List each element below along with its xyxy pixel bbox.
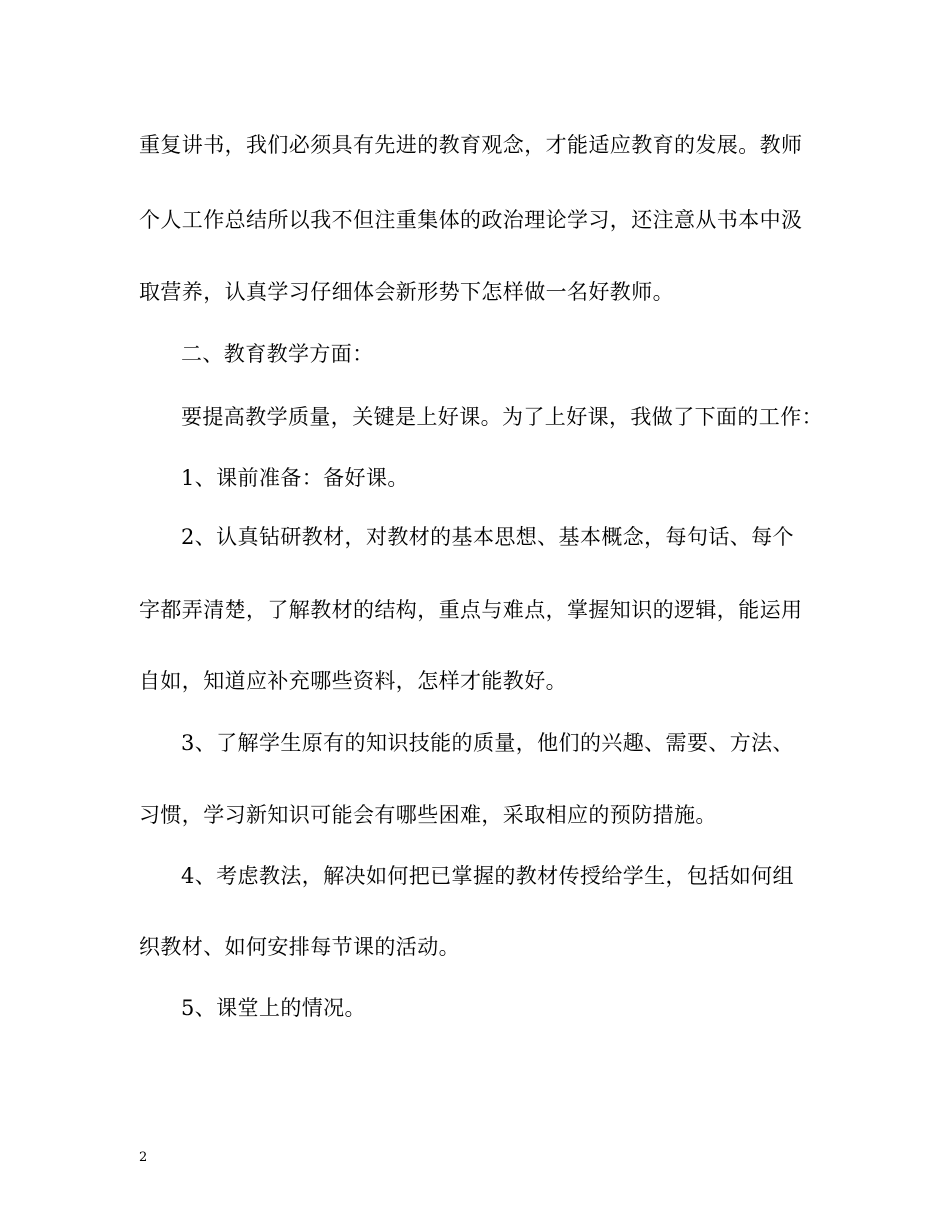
text-line: 习惯，学习新知识可能会有哪些困难，采取相应的预防措施。 (139, 803, 717, 827)
text-line: 取营养，认真学习仔细体会新形势下怎样做一名好教师。 (139, 280, 674, 304)
text-line: 重复讲书，我们必须具有先进的教育观念，才能适应教育的发展。教师 (139, 133, 803, 157)
list-item: 3、了解学生原有的知识技能的质量，他们的兴趣、需要、方法、 (181, 731, 794, 755)
section-heading: 二、教育教学方面： (181, 342, 374, 366)
text-line: 要提高教学质量，关键是上好课。为了上好课，我做了下面的工作： (181, 405, 823, 429)
list-item: 5、课堂上的情况。 (181, 996, 366, 1020)
text-line: 字都弄清楚，了解教材的结构，重点与难点，掌握知识的逻辑，能运用 (139, 598, 803, 622)
text-line: 个人工作总结所以我不但注重集体的政治理论学习，还注意从书本中汲 (139, 208, 803, 232)
page-number: 2 (139, 1150, 148, 1165)
list-item: 2、认真钻研教材，对教材的基本思想、基本概念，每句话、每个 (181, 525, 794, 549)
text-line: 织教材、如何安排每节课的活动。 (139, 935, 460, 959)
list-item: 4、考虑教法，解决如何把已掌握的教材传授给学生，包括如何组 (181, 864, 794, 888)
list-item: 1、课前准备：备好课。 (181, 466, 409, 490)
text-line: 自如，知道应补充哪些资料，怎样才能教好。 (139, 669, 567, 693)
